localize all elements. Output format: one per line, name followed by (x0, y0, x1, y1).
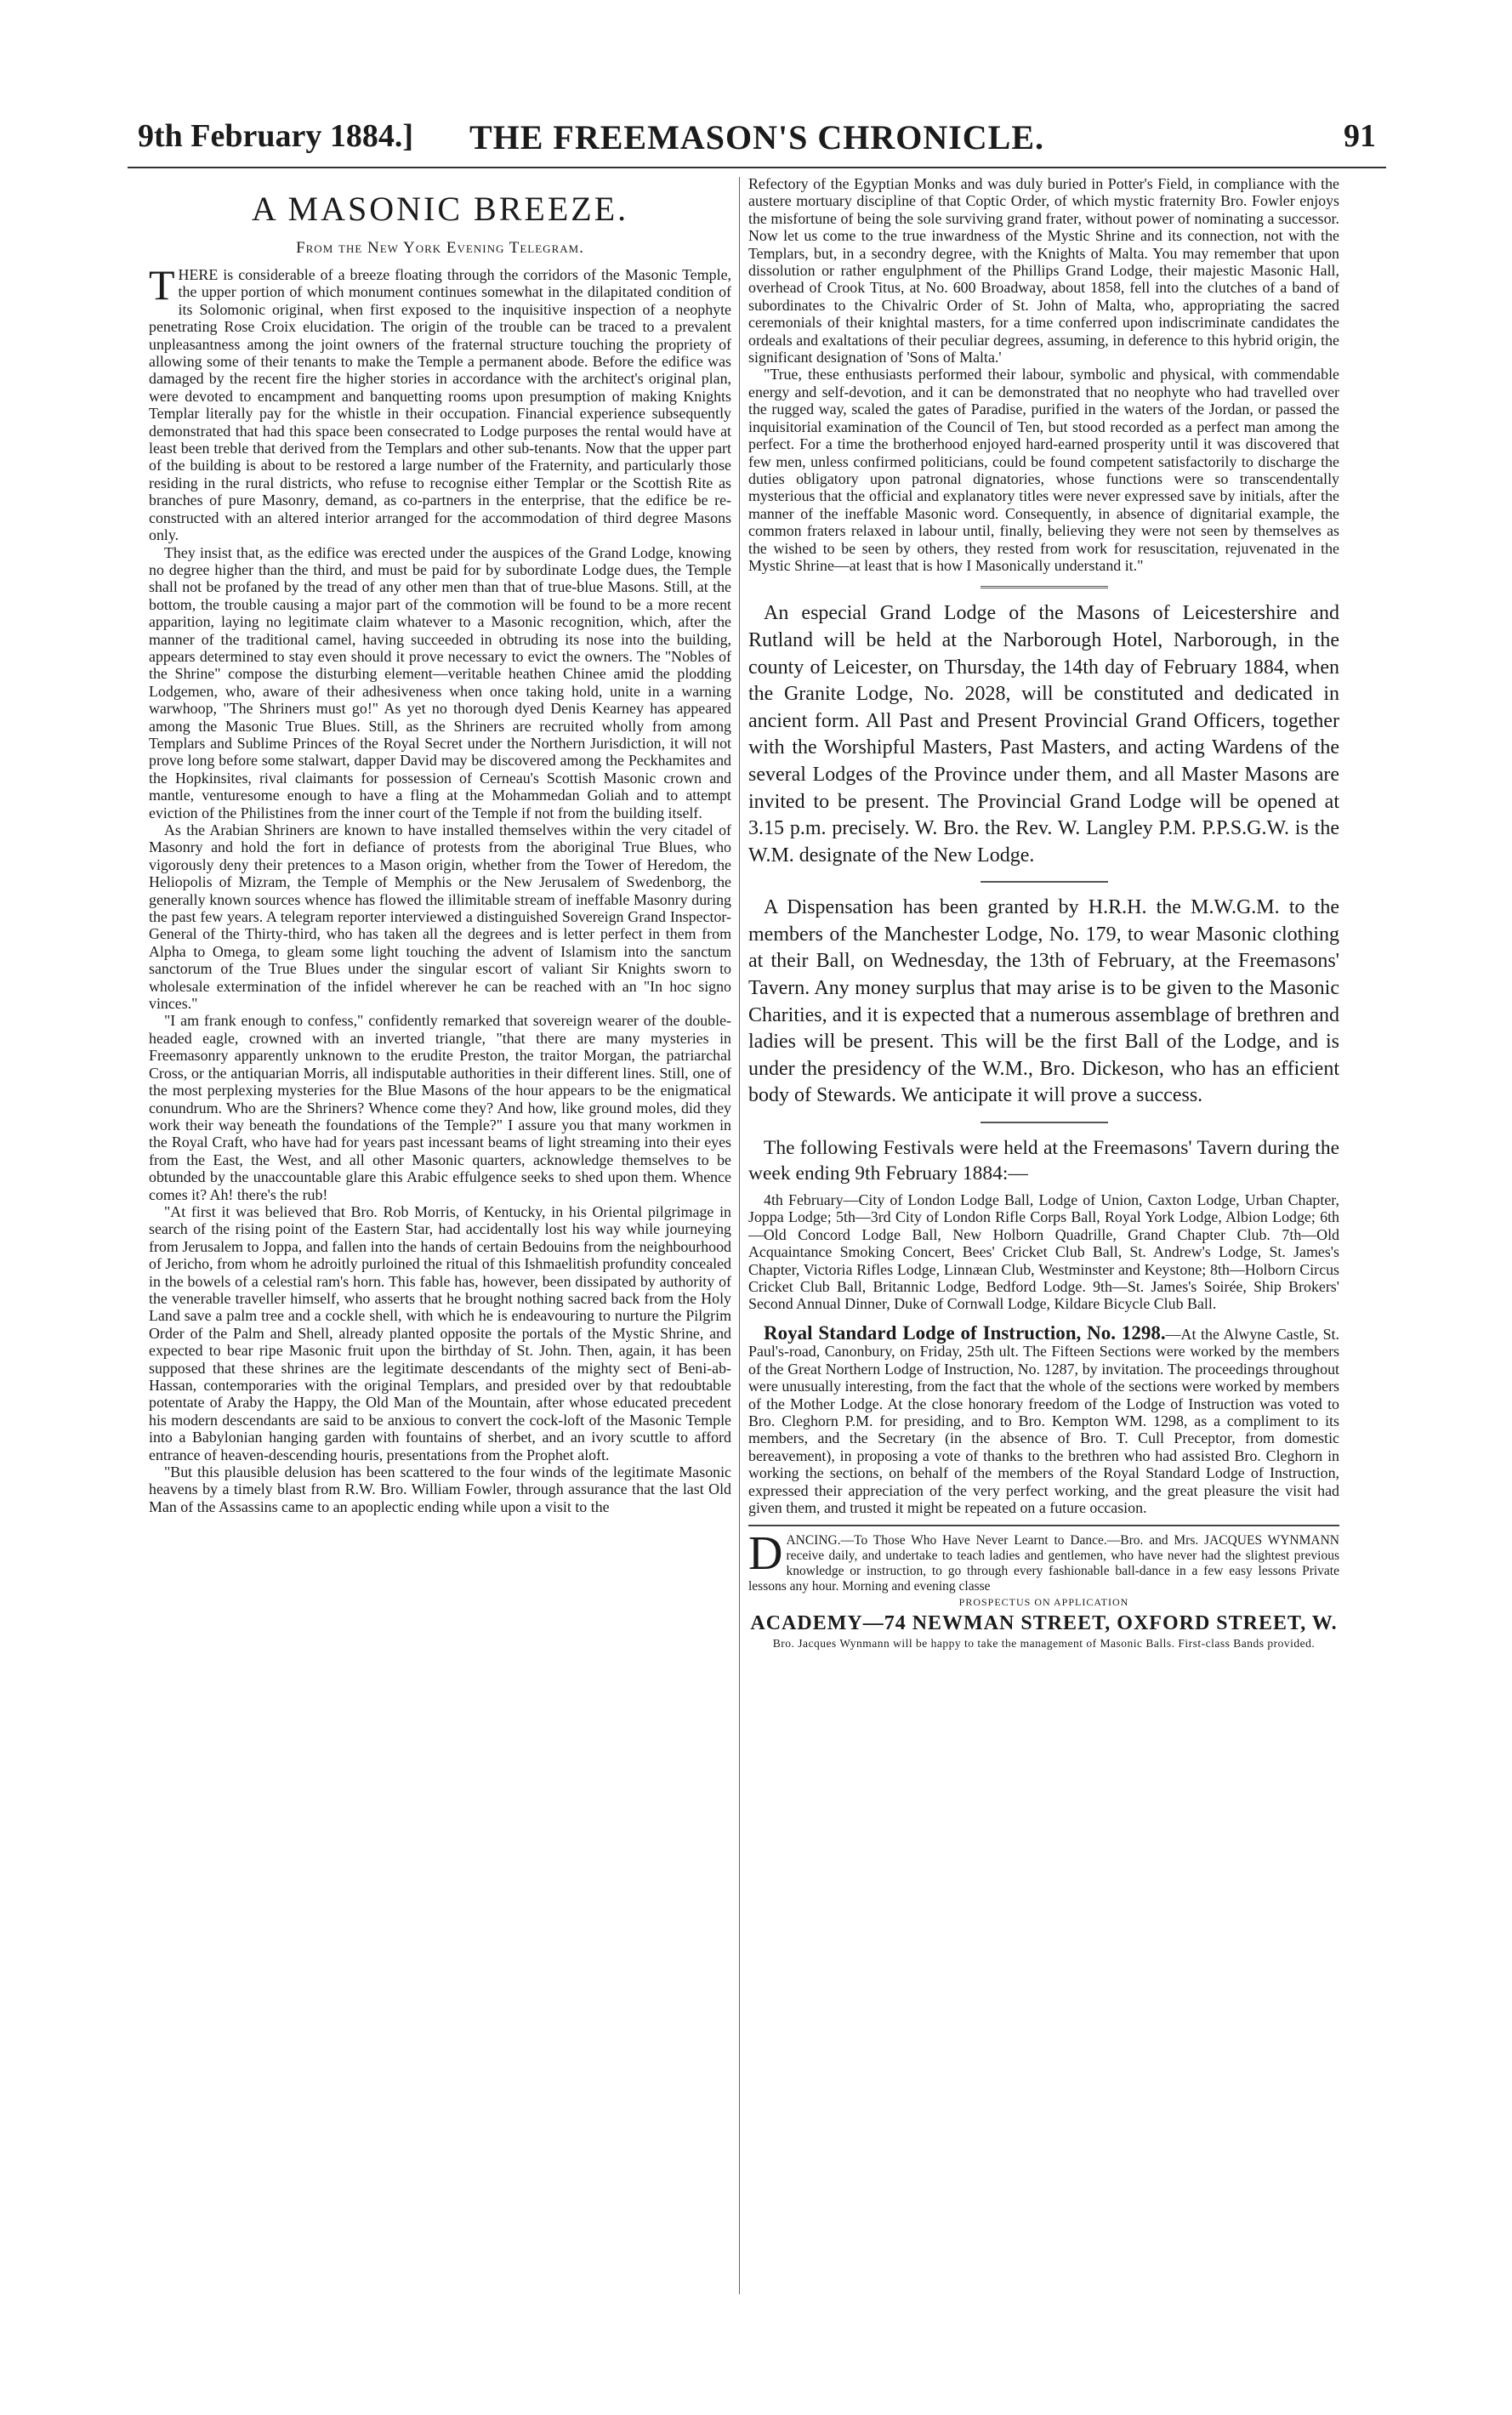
advert-text: DANCING.—To Those Who Have Never Learnt to Dance.—Bro. and Mrs. JACQUES WYNMANN receive daily, and undertake to teach ladies and gentlemen, who have never had the slightest previous knowledge or instruction, to go through every fashionable ball-dance in a few easy lessons Private lessons any hour. Morning and evening classe (748, 1527, 1339, 1594)
advert-drop-cap: D (748, 1527, 783, 1581)
left-column (149, 175, 731, 2301)
article-paragraph: Refectory of the Egyptian Monks and was duly buried in Potter's Field, in compliance with the austere mortuary discipline of that Coptic Order, of which mystic fraternity Bro. Fowler enjoys the misfortune of being the sole surviving grand frater, without power of nominating a successor. Now let us come to the true inwardness of the Mystic Shrine and its connection, not with the Templars, but, in a secondry degree, with the Knights of Malta. You may remember that upon dissolution or rather engulphment of the Phillips Grand Lodge, their majestic Masonic Hall, overhead of Crook Titus, at No. 600 Broadway, about 1858, fell into the clutches of a band of subordinates to the Chivalric Order of St. John of Malta, who, appropriating the sacred ceremonials of their knightal masters, for a time conferred upon indiscriminate candidates the ordeals and exaltations of their peculiar degrees, assuming, in deference to this hybrid origin, the significant designation of 'Sons of Malta.' (748, 175, 1339, 367)
publication-title: THE FREEMASON'S CHRONICLE. (469, 118, 1045, 156)
royal-standard-notice: Royal Standard Lodge of Instruction, No. 1298.—At the Alwyne Castle, St. Paul's-road, Canonbury, on Friday, 25th ult. The Fifteen Sections were worked by the members of the Great Northern Lodge of Instruction, No. 1287, by invitation. The proceedings throughout were unusually interesting, from the fact that the whole of the sections were worked by members of the Mother Lodge. At the close honorary freedom of the Lodge of Instruction was voted to Bro. Cleghorn P.M. for presiding, and to Bro. Kempton WM. 1298, as a compliment to its members, and the Secretary (in the absence of Bro. T. Cull Preceptor, from domestic bereavement), in proposing a vote of thanks to the brethren who had assisted Bro. Cleghorn in working the sections, on behalf of the members of the Royal Standard Lodge of Instruction, expressed their appreciation of the very perfect working, and the great pleasure the visit had given them, and trusted it might be repeated on a future occasion. (748, 1321, 1339, 1516)
advert-academy: ACADEMY—74 NEWMAN STREET, OXFORD STREET, W. (750, 1612, 1338, 1635)
dancing-advertisement (748, 1525, 1339, 1651)
section-divider (981, 586, 1108, 588)
royal-standard-heading: Royal Standard Lodge of Instruction, No. 1298. (764, 1321, 1166, 1344)
advert-prospectus: PROSPECTUS ON APPLICATION (958, 1596, 1129, 1609)
column-divider (739, 177, 740, 2294)
article-paragraph: As the Arabian Shriners are known to have installed themselves within the very citadel of Masonry and hold the fort in defiance of protests from the aboriginal True Blues, who vigorously deny their pretences to a Mason origin, whether from the Tower of Heredom, the Heliopolis of Mizram, the Temple of Memphis or the New Jerusalem of Swedenborg, the generally known sources whence has flowed the illimitable stream of ineffable Masonry during the past few years. A telegram reporter interviewed a distinguished Sovereign Grand Inspector-General of the Thirty-third, who has taken all the degrees and is letter perfect in them from Alpha to Omega, to gleam some light touching the advent of Islamism into the sanctum sanctorum of the True Blues under the singular escort of valiant Sir Knights sworn to wholesale extermination of the infidel wherever he can be reached with an "In hoc signo vinces." (149, 821, 731, 1013)
article-paragraph: "But this plausible delusion has been scattered to the four winds of the legitimate Masonic heavens by a timely blast from R.W. Bro. William Fowler, through assurance that the last Old Man of the Assassins came to an apoplectic ending while upon a visit to the (149, 1463, 731, 1515)
article-paragraph: THERE is considerable of a breeze floating through the corridors of the Masonic Temple, the upper portion of which monument continues somewhat in the dilapitated condition of its Solomonic original, when first exposed to the inquisitive inspection of a neophyte penetrating Rose Croix elucidation. The origin of the trouble can be traced to a prevalent unpleasantness among the joint owners of the fraternal structure touching the propriety of allowing some of their tenants to make the Temple a permanent abode. Before the edifice was damaged by the recent fire the higher stories in accordance with the architect's original plan, were devoted to encampment and banquetting rooms upon presumption of making Knights Templar literally pay for the whistle in their occupation. Financial experience subsequently demonstrated that had this space been consecrated to Lodge purposes the rental would have at least been treble that derived from the Templars and other sub-tenants. Now that the upper part of the building is about to be restored a large number of the Fraternity, and particularly those residing in the rural districts, who refuse to recognise either Templar or the Scottish Rite as branches of pure Masonry, demand, as co-partners in the enterprise, that the edifice be re-constructed with an altered interior arranged for the accommodation of third degree Masons only. (149, 261, 731, 544)
page-number: 91 (1344, 118, 1376, 154)
article-title: A MASONIC BREEZE. (251, 190, 629, 228)
festivals-lead: The following Festivals were held at the Freemasons' Tavern during the week ending 9th February 1884:— (748, 1137, 1339, 1185)
header-rule (128, 167, 1386, 168)
page-header (128, 117, 1386, 165)
article-paragraph: "At first it was believed that Bro. Rob Morris, of Kentucky, in his Oriental pilgrimage in search of the rising point of the Eastern Star, had accidentally lost his way while journeying from Jerusalem to Joppa, and fallen into the hands of certain Bedouins from the neighbourhood of Jericho, from whom he adroitly purloined the ritual of this Ishmaelitish profundity concealed in the bowels of a celestial ram's horn. This fable has, however, been dissipated by authority of the venerable traveller himself, who asserts that he brought nothing sacred back from the Holy Land save a palm tree and a cockle shell, with which he is endeavouring to nurture the Pilgrim Order of the Palm and Shell, already planted opposite the portals of the Mystic Shrine, and expected to bear ripe Masonic fruit upon the birthday of St. John. Then, again, it has been supposed that these shrines are the legitimate descendants of the mighty sect of Beni-ab-Hassan, contemporaries with the original Templars, and presided over by that redoubtable potentate of Araby the Happy, the Old Man of the Mountain, after whose educated precedent his modern descendants are said to be anxious to convert the cock-loft of the Masonic Temple into a Babylonian hanging garden with fountains of sherbet, and an ivory scuttle to afford entrance of heaven-descending houris, presentations from the Prophet aloft. (149, 1202, 731, 1463)
advert-footer: Bro. Jacques Wynmann will be happy to take the management of Masonic Balls. First-class Bands provided. (772, 1637, 1316, 1651)
article-source: From the New York Evening Telegram. (296, 239, 584, 257)
right-column (748, 175, 1339, 2301)
article-paragraph: "I am frank enough to confess," confidently remarked that sovereign wearer of the double-headed eagle, crowned with an inverted triangle, "that there are many mysteries in Freemasonry apparently unknown to the erudite Preston, the traitor Morgan, the patriarchal Cross, or the antiquarian Morris, all indisputable authorities in their different lines. Still, one of the most perplexing mysteries for the Blue Masons of the hour appears to be the enigmatical conundrum. Who are the Shriners? Whence come they? And how, like ground moles, did they work their way beneath the foundations of the Temple?" I assure you that many workmen in the Royal Craft, who have had for years past incessant beams of light streaming into their eyes from the East, the West, and all other Masonic quarters, acknowledge themselves to be obtunded by the unaccountable glare this Arabic effulgence seeks to shed upon them. Whence comes it? Ah! there's the rub! (149, 1012, 731, 1203)
article-paragraph: "True, these enthusiasts performed their labour, symbolic and physical, with commendable energy and self-devotion, and it can be demonstrated that no neophyte who had travelled over the rugged way, scaled the gates of Paradise, purified in the waters of the Jordan, or passed the inquisitorial examination of the Council of Ten, but stood recorded as a perfect man among the perfect. For a time the brotherhood enjoyed hard-earned prosperity until it was discovered that few men, unless confirmed politicians, could be found competent satisfactorily to discharge the duties obligatory upon patronal dignatories, whose functions were so transcendentally mysterious that the official and explanatory titles were never expressed save by initials, after the manner of the ineffable Masonic word. Consequently, in absence of dignitarial example, the common fraters relaxed in labour until, finally, believing they were not seen by themselves as the wished to be seen by others, they rested from work for resuscitation, rejuvenated in the Mystic Shrine—at least that is how I Masonically understand it." (748, 366, 1339, 574)
section-divider (981, 881, 1108, 883)
section-divider (981, 1122, 1108, 1123)
notice-leicestershire: An especial Grand Lodge of the Masons of Leicestershire and Rutland will be held at the Narborough Hotel, Narborough, in the county of Leicester, on Thursday, the 14th day of February 1884, when the Granite Lodge, No. 2028, will be constituted and dedicated in ancient form. All Past and Present Provincial Grand Officers, together with the Worshipful Masters, Past Masters, and acting Wardens of the several Lodges of the Province under them, and all Master Masons are invited to be present. The Provincial Grand Lodge will be opened at 3.15 p.m. precisely. W. Bro. the Rev. W. Langley P.M. P.P.S.G.W. is the W.M. designate of the New Lodge. (748, 602, 1339, 867)
article-paragraph: They insist that, as the edifice was erected under the auspices of the Grand Lodge, knowing no degree higher than the third, and must be paid for by subordinate Lodge dues, the Temple shall not be profaned by the tread of any other men than that of true-blue Masons. Still, at the bottom, the trouble causing a major part of the commotion will be found to be a more recent apparition, laying no legitimate claim whatever to a Masonic recognition, which, after the manner of the traditional camel, having succeeded in obtruding its nose into the building, appears determined to stay even should it prove necessary to evict the owners. The "Nobles of the Shrine" compose the disturbing element—veritable heathen Chinee amid the plodding Lodgemen, who, aware of their adhesiveness when once taking hold, unite in a warning warwhoop, "The Shriners must go!" As yet no thorough dyed Denis Kearney has appeared among the Masonic True Blues. Still, as the Shriners are recruited wholly from among Templars and Sublime Princes of the Royal Secret under the Northern Jurisdiction, it will not prove long before some stalwart, dapper David may be discovered among the Peckhamites and the Hopkinsites, rival claimants for possession of Cerneau's Scottish Masonic crown and mantle, venturesome enough to have a fling at the Mohammedan Goliah and to attempt eviction of the Philistines from the inner court of the Temple if not from the building itself. (149, 543, 731, 821)
festivals-list: 4th February—City of London Lodge Ball, Lodge of Union, Caxton Lodge, Urban Chapter, Joppa Lodge; 5th—3rd City of London Rifle Corps Ball, Royal York Lodge, Albion Lodge; 6th—Old Concord Lodge Ball, New Holborn Quadrille, Grand Chapter Club. 7th—Old Acquaintance Smoking Concert, Bees' Cricket Club Ball, St. Andrew's Lodge, St. James's Chapter, Victoria Rifles Lodge, Linnæan Club, Westminster and Keystone; 8th—Holborn Circus Cricket Club Ball, Britannic Lodge, Bedford Lodge. 9th—St. James's Soirée, Ship Brokers' Second Annual Dinner, Duke of Cornwall Lodge, Kildare Bicycle Club Ball. (748, 1191, 1339, 1313)
issue-date: 9th February 1884.] (138, 118, 414, 154)
notice-dispensation: A Dispensation has been granted by H.R.H. the M.W.G.M. to the members of the Manchester Lodge, No. 179, to wear Masonic clothing at their Ball, on Wednesday, the 13th of February, at the Freemasons' Tavern. Any money surplus that may arise is to be given to the Masonic Charities, and it is expected that a numerous assemblage of brethren and ladies will be present. This will be the first Ball of the Lodge, and is under the presidency of the W.M., Bro. Dickeson, who has an efficient body of Stewards. We anticipate it will prove a success. (748, 896, 1339, 1107)
drop-cap: T (149, 261, 175, 309)
